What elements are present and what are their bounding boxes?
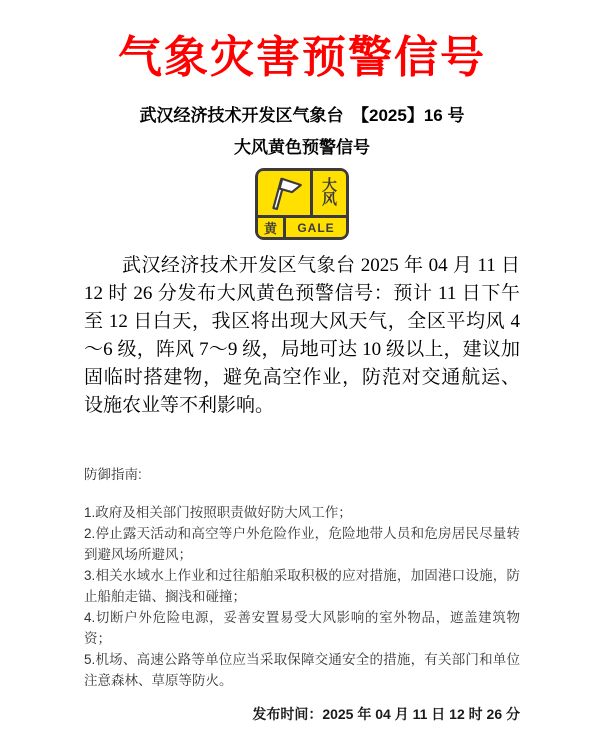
document-content (84, 32, 520, 723)
warning-type-char-bottom: 风 (321, 191, 337, 209)
warning-type-label (313, 171, 346, 215)
defense-guide-section (84, 464, 520, 691)
warning-type-char-top: 大 (321, 176, 337, 194)
warning-body-paragraph: 武汉经济技术开发区气象台 2025 年 04 月 11 日 12 时 26 分发布大风黄色预警信号：预计 11 日下午至 12 日白天，我区将出现大风天气，全区平均风 4～6 级，阵风 7～9 级，局地可达 10 级以上，建议加固临时搭建物，避免高空作业，防范对交通航运、设施农业等不利影响。 (84, 255, 520, 417)
guide-item-2: 2.停止露天活动和高空等户外危险作业，危险地带人员和危房居民尽量转到避风场所避风； (84, 526, 520, 563)
page-title: 气象灾害预警信号 (118, 33, 486, 82)
guide-item-4: 4.切断户外危险电源，妥善安置易受大风影响的室外物品，遮盖建筑物资； (84, 610, 520, 647)
warning-code-badge: GALE (286, 218, 346, 237)
publish-time: 发布时间：2025 年 04 月 11 日 12 时 26 分 (252, 706, 520, 723)
guide-item-1: 1.政府及相关部门按照职责做好防大风工作； (84, 505, 352, 521)
warning-level-badge: 黄 (258, 218, 283, 237)
gale-yellow-warning-icon (255, 168, 349, 240)
flag-icon (258, 171, 310, 215)
warning-icon-container (84, 168, 520, 240)
warning-icon-bottom-row (258, 218, 346, 237)
warning-icon-top-row (258, 171, 346, 215)
defense-guide-list (84, 502, 520, 691)
issuer-and-number-line: 武汉经济技术开发区气象台 【2025】16 号 (139, 105, 465, 125)
guide-item-3: 3.相关水域水上作业和过往船舶采取积极的应对措施，加固港口设施，防止船舶走锚、搁浅和碰撞； (84, 568, 520, 605)
signal-name-line: 大风黄色预警信号 (234, 138, 370, 158)
defense-guide-heading: 防御指南: (84, 467, 142, 483)
guide-item-5: 5.机场、高速公路等单位应当采取保障交通安全的措施，有关部门和单位注意森林、草原等防火。 (84, 652, 520, 689)
